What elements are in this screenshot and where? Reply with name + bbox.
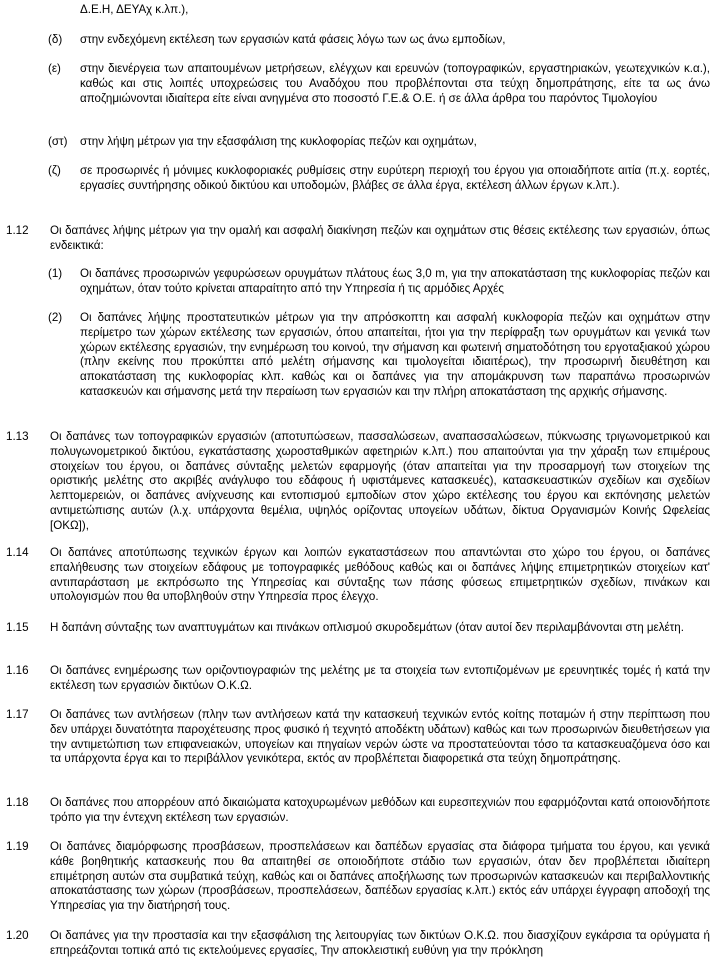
section-text: Οι δαπάνες που απορρέουν από δικαιώματα κατοχυρωμένων μεθόδων και ευρεσιτεχνιών που εφαρμόζονται κατά οποιονδήποτε τρόπο για την έντεχνη εκτέλεση των εργασιών. — [50, 796, 710, 824]
item-label: (στ) — [48, 135, 68, 148]
item-label: (1) — [48, 267, 63, 280]
section-text: Οι δαπάνες λήψης μέτρων για την ομαλή και ασφαλή διακίνηση πεζών και οχημάτων στις θέσεις εκτέλεσης των εργασιών, όπως ενδεικτικά: — [50, 224, 710, 252]
section-text: Οι δαπάνες ενημέρωσης των οριζοντιογραφιών της μελέτης με τα στοιχεία των εντοπιζομένων με ερευνητικές τομές ή κατά την εκτέλεση των εργασιών δικτύων Ο.Κ.Ω. — [50, 664, 710, 692]
section-number: 1.17 — [6, 708, 29, 721]
item-text: στην λήψη μέτρων για την εξασφάλιση της κυκλοφορίας πεζών και οχημάτων, — [80, 135, 477, 148]
item-label: (2) — [48, 311, 63, 324]
section-text: Οι δαπάνες των αντλήσεων (πλην των αντλήσεων κατά την κατασκευή τεχνικών εντός κοίτης ποταμών ή στην περίπτωση που δεν υπάρχει δυνατότητα παροχέτευσης προς φυσικό ή τεχνητό αποδέκτη υδάτων) καθώς και των προσωρινών διευθετήσεων για την αντιμετώπιση των επιφανειακών, υπογείων και πηγαίων νερών ώστε να προστατεύονται τόσο τα κατασκευαζόμενα όσο και τα υπάρχοντα έργα και το περιβάλλον γενικότερα, εκτός αν προβλέπεται διαφορετικά στα τεύχη δημοπράτησης. — [50, 708, 710, 766]
item-text: στην διενέργεια των απαιτουμένων μετρήσεων, ελέγχων και ερευνών (τοπογραφικών, εργαστηριακών, γεωτεχνικών κ.α.), καθώς και στις λοιπές υποχρεώσεις του Αναδόχου που προβλέπονται στα τεύχη δημοπράτησης, είτε τα ως άνω αποζημιώνονται ιδιαίτερα είτε είναι ανηγμένα στο ποσοστό Γ.Ε.& Ο.Ε. ή σε άλλα άρθρα του παρόντος Τιμολογίου — [80, 62, 710, 105]
section-number: 1.12 — [6, 224, 29, 237]
item-label: (δ) — [48, 33, 63, 46]
section-number: 1.18 — [6, 796, 29, 809]
section-number: 1.16 — [6, 664, 29, 677]
section-number: 1.14 — [6, 546, 29, 559]
section-number: 1.19 — [6, 840, 29, 853]
section-number: 1.15 — [6, 621, 29, 634]
item-text: Δ.Ε.Η, ΔΕΥΑχ κ.λπ.), — [80, 3, 189, 16]
section-text: Οι δαπάνες αποτύπωσης τεχνικών έργων και λοιπών εγκαταστάσεων που απαντώνται στο χώρο του έργου, οι δαπάνες επαλήθευσης των στοιχείων εδάφους με τοπογραφικές μεθόδους καθώς και οι δαπάνες λήψης επιμετρητικών στοιχείων κατ' αντιπαράσταση με εκπρόσωπο της Υπηρεσίας και σύνταξης των πάσης φύσεως επιμετρητικών σχεδίων, πινάκων και υπολογισμών που θα υποβληθούν στην Υπηρεσία προς έλεγχο. — [50, 546, 710, 604]
section-text: Η δαπάνη σύνταξης των αναπτυγμάτων και πινάκων οπλισμού σκυροδεμάτων (όταν αυτοί δεν περιλαμβάνονται στη μελέτη. — [50, 621, 684, 634]
section-text: Οι δαπάνες διαμόρφωσης προσβάσεων, προσπελάσεων και δαπέδων εργασίας στα διάφορα τμήματα του έργου, και γενικά κάθε βοηθητικής κατασκευής που θα απαιτηθεί σε οποιοδήποτε στάδιο των εργασιών, όταν δεν προβλέπεται ιδιαίτερη επιμέτρηση αυτών στα συμβατικά τεύχη, καθώς και οι δαπάνες αποξήλωσης των προσωρινών κατασκευών και περιβαλλοντικής αποκατάστασης των χώρων (προσβάσεων, προσπελάσεων, δαπέδων εργασίας κ.λπ.) εκτός εάν υπάρχει έγγραφη αποδοχή της Υπηρεσίας για την διατήρησή τους. — [50, 840, 710, 913]
item-text: Οι δαπάνες λήψης προστατευτικών μέτρων για την απρόσκοπτη και ασφαλή κυκλοφορία πεζών και οχημάτων στην περίμετρο των χώρων εκτέλεσης των εργασιών, όπου απαιτείται, ήτοι για την περίφραξη των ορυγμάτων και γενικά των χώρων εκτέλεσης εργασιών, την ενημέρωση του κοινού, την σήμανση και φωτεινή σηματοδότηση του εργοταξιακού χώρου (πλην εκείνης που προκύπτει από μελέτη σήμανσης και τιμολογείται ιδιαιτέρως), την προσωρινή διευθέτηση και αποκατάσταση της κυκλοφορίας κλπ. καθώς και οι δαπάνες για την απομάκρυνση των παραπάνω προσωρινών κατασκευών και σήμανσης μετά την περαίωση των εργασιών και την πλήρη αποκατάσταση της αρχικής σήμανσης. — [80, 311, 710, 398]
item-text: στην ενδεχόμενη εκτέλεση των εργασιών κατά φάσεις λόγω των ως άνω εμποδίων, — [80, 33, 506, 46]
section-text: Οι δαπάνες των τοπογραφικών εργασιών (αποτυπώσεων, πασσαλώσεων, αναπασσαλώσεων, πύκνωσης τριγωνομετρικού και πολυγωνομετρικού δικτύου, εγκατάστασης χωροσταθμικών αφετηριών κ.λπ.) που απαιτούνται για την χάραξη των επιμέρους στοιχείων του έργου, οι δαπάνες σύνταξης μελετών εφαρμογής (όταν απαιτείται για την προσαρμογή των στοιχείων της οριστικής μελέτης στο ακριβές ανάγλυφο του εδάφους ή υφιστάμενες κατασκευές), κατασκευαστικών σχεδίων και σχεδίων λεπτομερειών, οι δαπάνες ανίχνευσης και εντοπισμού εμποδίων στον χώρο εκτέλεσης του έργου και εκπόνησης μελετών αντιμετώπισης αυτών (λ.χ. υπάρχοντα θεμέλια, υψηλός ορίζοντας υπογείων υδάτων, δίκτυα Οργανισμών Κοινής Ωφελείας [ΟΚΩ]), — [50, 430, 710, 532]
item-label: (ζ) — [48, 164, 61, 177]
section-number: 1.13 — [6, 430, 29, 443]
item-text: σε προσωρινές ή μόνιμες κυκλοφοριακές ρυθμίσεις στην ευρύτερη περιοχή του έργου για οποιαδήποτε αιτία (π.χ. εορτές, εργασίες συντήρησης οδικού δικτύου και υποδομών, βλάβες σε άλλα έργα, εκτέλεση άλλων έργων κ.λπ.). — [80, 164, 710, 192]
section-number: 1.20 — [6, 929, 29, 942]
item-label: (ε) — [48, 62, 61, 75]
item-text: Οι δαπάνες προσωρινών γεφυρώσεων ορυγμάτων πλάτους έως 3,0 m, για την αποκατάσταση της κυκλοφορίας πεζών και οχημάτων, όταν τούτο κρίνεται απαραίτητο από την Υπηρεσία ή τις αρμόδιες Αρχές — [80, 267, 710, 295]
section-text: Οι δαπάνες για την προστασία και την εξασφάλιση της λειτουργίας των δικτύων Ο.Κ.Ω. που διασχίζουν εγκάρσια τα ορύγματα ή επηρεάζονται τοπικά από τις εκτελούμενες εργασίες, Την αποκλειστική ευθύνη για την πρόκληση — [50, 929, 710, 957]
